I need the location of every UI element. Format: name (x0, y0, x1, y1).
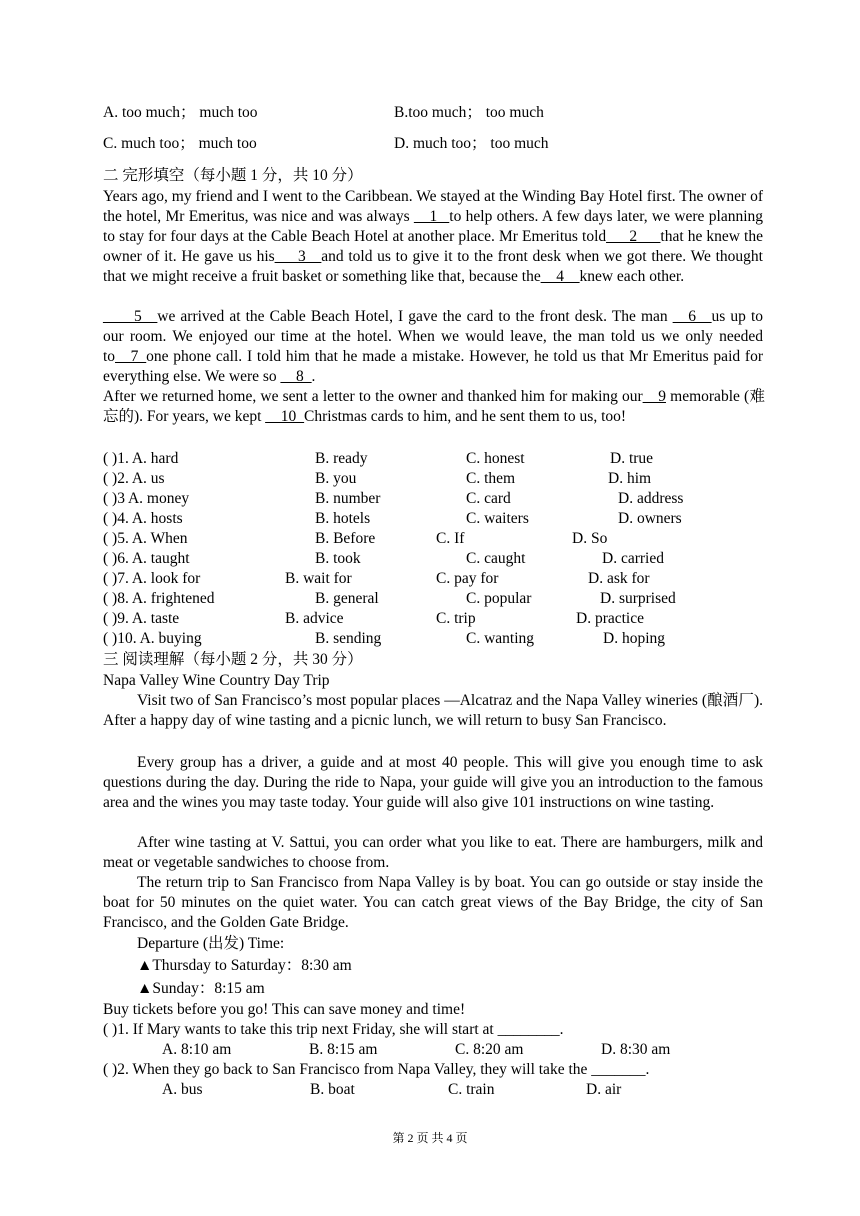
option-d: D. ask for (588, 570, 650, 587)
paragraph-text: . (311, 368, 316, 385)
option-b: B. hotels (315, 510, 371, 527)
option-b: B. number (315, 490, 381, 507)
option-d: D. practice (576, 610, 644, 627)
option-d: D. carried (602, 550, 664, 567)
option-d: D. address (618, 490, 684, 507)
option-b: B. you (315, 470, 357, 487)
option-a: A. too much； much too (103, 104, 258, 121)
question-stem: ( )2. A. us (103, 470, 165, 487)
option-c: C. wanting (466, 630, 535, 647)
option-b: B. Before (315, 530, 376, 547)
ticket-note: Buy tickets before you go! This can save money and time! (103, 1001, 466, 1018)
option-b: B. wait for (285, 570, 352, 587)
departure-time-sunday: ▲Sunday：8:15 am (137, 980, 265, 997)
option-c: C. honest (466, 450, 525, 467)
question-stem: ( )10. A. buying (103, 630, 202, 647)
option-c: C. If (436, 530, 465, 547)
passage-paragraph-3: After wine tasting at V. Sattui, you can order what you like to eat. There are hamburgers, milk and meat or vegetable sandwiches to choose from. (103, 834, 763, 871)
option-d: D. surprised (600, 590, 676, 607)
q1-option-a: A. 8:10 am (162, 1041, 232, 1058)
blank-slot: __10_ (265, 408, 305, 425)
blank-slot: ___3__ (274, 248, 322, 265)
option-c: C. pay for (436, 570, 499, 587)
question-stem: ( )7. A. look for (103, 570, 201, 587)
paragraph-text: one phone call. I told him that he made a mistake. However, he told us that Mr Emeritus paid for everything else. We were so (103, 348, 763, 385)
paragraph-text: that he knew the owner of it. He gave us his (103, 228, 763, 265)
paragraph-text: After we returned home, we sent a letter to the owner and thanked him for making our (103, 388, 643, 405)
paragraph-text: Christmas cards to him, and he sent them to us, too! (304, 408, 627, 425)
blank-slot: ___2___ (606, 228, 661, 245)
blank-slot: __4__ (540, 268, 580, 285)
option-b: B.too much； too much (394, 104, 544, 121)
option-c: C. caught (466, 550, 526, 567)
paragraph-text: to help others. A few days later, we were planning to stay for four days at the Cable Beach Hotel at another place. Mr Emeritus told (103, 208, 764, 245)
q2-option-a: A. bus (162, 1081, 203, 1098)
passage-paragraph-2: Every group has a driver, a guide and at most 40 people. This will give you enough time to ask questions during the day. During the ride to Napa, your guide will give you an introduction to the famous area and the wines you may taste today. Your guide will also give 101 instructions on wine tasting. (103, 754, 763, 811)
q1-option-c: C. 8:20 am (455, 1041, 524, 1058)
page-footer: 第 2 页 共 4 页 (392, 1131, 468, 1145)
question-stem: ( )6. A. taught (103, 550, 190, 567)
question-stem: ( )4. A. hosts (103, 510, 183, 527)
option-b: B. ready (315, 450, 368, 467)
question-stem: ( )1. A. hard (103, 450, 179, 467)
blank-slot: __1_ (413, 208, 450, 225)
q1-option-d: D. 8:30 am (601, 1041, 671, 1058)
option-c: C. them (466, 470, 516, 487)
option-d: D. true (610, 450, 654, 467)
reading-question-1: ( )1. If Mary wants to take this trip next Friday, she will start at ________. (103, 1021, 564, 1038)
passage-paragraph-4: The return trip to San Francisco from Napa Valley is by boat. You can go outside or stay inside the boat for 50 minutes on the quiet water. You can catch great views of the Bay Bridge, the city of San Francisco, and the Golden Gate Bridge. (103, 874, 763, 931)
paragraph-text: we arrived at the Cable Beach Hotel, I gave the card to the front desk. The man (157, 308, 673, 325)
option-c: C. much too； much too (103, 135, 257, 152)
option-d: D. owners (618, 510, 682, 527)
blank-slot: __6__ (672, 308, 712, 325)
blank-slot: __8_ (280, 368, 312, 385)
cloze-paragraph-2 (103, 307, 763, 387)
paragraph-text: and told us to give it to the front desk when we got there. We thought that we might receive a fruit basket or something like that, because the (103, 248, 763, 285)
option-c: C. waiters (466, 510, 529, 527)
option-d: D. So (572, 530, 608, 547)
blank-slot: __7_ (115, 348, 147, 365)
cloze-paragraph-1 (103, 187, 763, 287)
blank-slot: __9 (642, 388, 666, 405)
cloze-paragraph-3 (103, 387, 765, 427)
cloze-heading: 二 完形填空（每小题 1 分，共 10 分） (103, 167, 363, 184)
option-d: D. him (608, 470, 652, 487)
q1-option-b: B. 8:15 am (309, 1041, 378, 1058)
question-stem: ( )8. A. frightened (103, 590, 215, 607)
option-c: C. card (466, 490, 511, 507)
q2-option-d: D. air (586, 1081, 622, 1098)
option-d: D. much too； too much (394, 135, 549, 152)
paragraph-text: knew each other. (579, 268, 685, 285)
option-c: C. popular (466, 590, 532, 607)
question-stem: ( )3 A. money (103, 490, 190, 507)
paragraph-text: us up to our room. We enjoyed our time at the hotel. When we would leave, the man told us we only needed to (103, 308, 764, 365)
blank-slot: ____5__ (103, 308, 158, 325)
question-stem: ( )5. A. When (103, 530, 188, 547)
option-c: C. trip (436, 610, 476, 627)
passage-paragraph-1: Visit two of San Francisco’s most popular places —Alcatraz and the Napa Valley wineries (酿酒厂). After a happy day of wine tasting and a picnic lunch, we will return to busy San Francisco. (103, 692, 763, 729)
departure-time-weekday: ▲Thursday to Saturday：8:30 am (137, 957, 352, 974)
passage-title: Napa Valley Wine Country Day Trip (103, 672, 330, 689)
departure-label: Departure (出发) Time: (137, 935, 285, 952)
q2-option-b: B. boat (310, 1081, 355, 1098)
option-b: B. sending (315, 630, 382, 647)
option-b: B. general (315, 590, 379, 607)
paragraph-text: Years ago, my friend and I went to the Caribbean. We stayed at the Winding Bay Hotel first. The owner of the hotel, Mr Emeritus, was nice and was always (103, 188, 763, 225)
paragraph-text: memorable (难忘的). For years, we kept (103, 388, 766, 425)
option-b: B. advice (285, 610, 344, 627)
reading-heading: 三 阅读理解（每小题 2 分，共 30 分） (103, 651, 363, 668)
q2-option-c: C. train (448, 1081, 495, 1098)
option-d: D. hoping (603, 630, 665, 647)
option-b: B. took (315, 550, 361, 567)
reading-question-2: ( )2. When they go back to San Francisco from Napa Valley, they will take the _______. (103, 1061, 650, 1078)
question-stem: ( )9. A. taste (103, 610, 180, 627)
